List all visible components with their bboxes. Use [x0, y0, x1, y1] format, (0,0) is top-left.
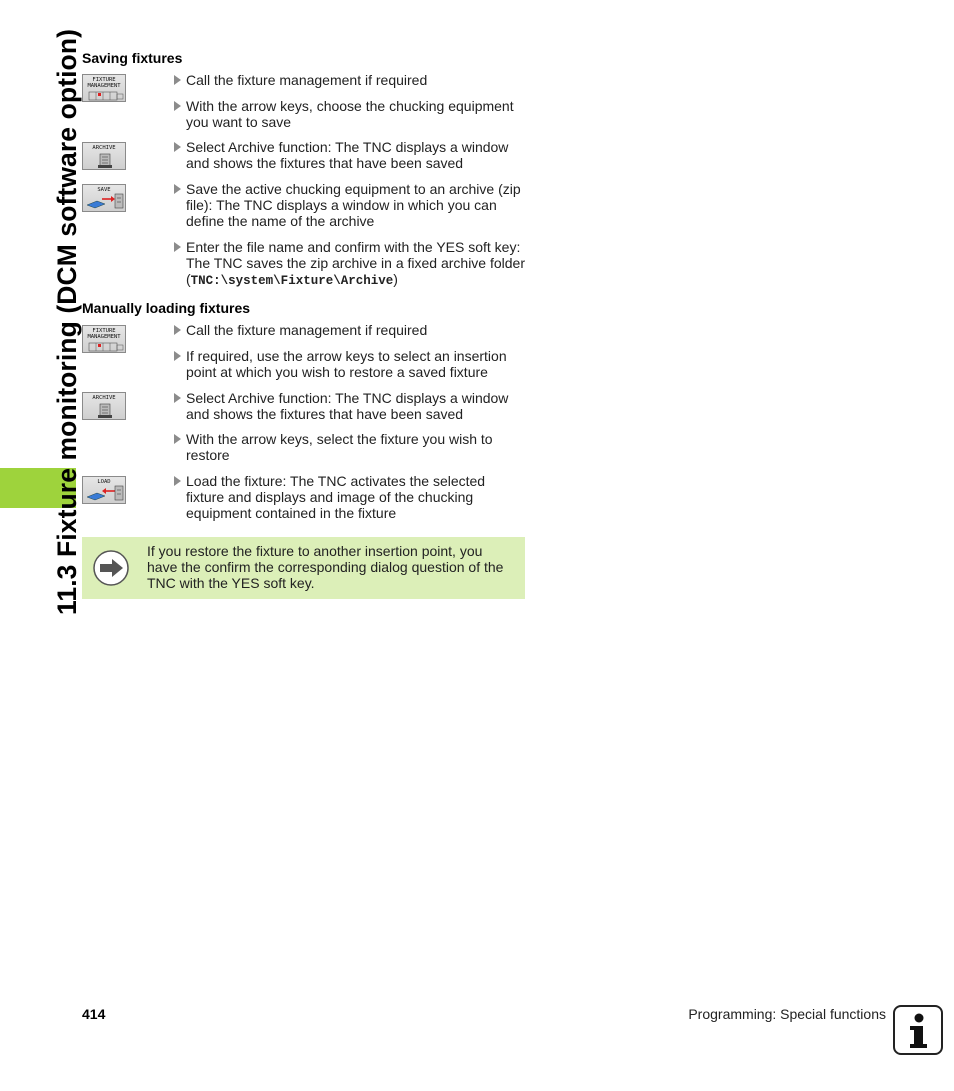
saving-fixtures-heading: Saving fixtures [82, 50, 183, 66]
info-glyph [895, 1007, 941, 1053]
archive-softkey[interactable] [82, 142, 126, 170]
chapter-title: 11.3 Fixture monitoring (DCM software option) [52, 28, 82, 615]
bullet-arrow-icon [174, 101, 181, 111]
fixture-grid-icon [83, 326, 126, 353]
bullet-arrow-icon [174, 434, 181, 444]
archive-softkey[interactable] [82, 392, 126, 420]
saving-step-2: With the arrow keys, choose the chucking equipment you want to save [172, 98, 542, 130]
archive-path-line: (TNC:\system\Fixture\Archive) [186, 271, 398, 288]
softkey-label: ARCHIVE [92, 395, 116, 401]
bullet-arrow-icon [174, 351, 181, 361]
loading-step-2: If required, use the arrow keys to select an insertion point at which you wish to restore a saved fixture [172, 348, 542, 380]
arrow-right-circle-icon [92, 549, 130, 587]
bullet-arrow-icon [174, 142, 181, 152]
fixture-management-softkey[interactable] [82, 74, 126, 102]
chapter-footer-title: Programming: Special functions [688, 1006, 886, 1022]
softkey-label: FIXTURE MANAGEMENT [87, 77, 121, 89]
fixture-management-softkey[interactable] [82, 325, 126, 353]
loading-step-1: Call the fixture management if required [172, 322, 542, 338]
archive-icon [83, 143, 126, 170]
loading-step-3: Select Archive function: The TNC displays a window and shows the fixtures that have been saved [172, 390, 542, 422]
note-text: If you restore the fixture to another insertion point, you have the confirm the corresponding dialog question of the TNC with the YES soft key. [147, 543, 504, 591]
info-icon [893, 1005, 943, 1055]
save-softkey[interactable] [82, 184, 126, 212]
loading-step-4: With the arrow keys, select the fixture you wish to restore [172, 431, 542, 463]
page-number: 414 [82, 1006, 106, 1022]
archive-path: TNC:\system\Fixture\Archive [190, 274, 394, 288]
softkey-label: FIXTURE MANAGEMENT [87, 328, 121, 340]
softkey-label: SAVE [97, 187, 111, 193]
fixture-grid-icon [83, 75, 126, 102]
note-box [82, 537, 525, 599]
load-from-archive-icon [83, 477, 126, 504]
bullet-arrow-icon [174, 476, 181, 486]
load-softkey[interactable] [82, 476, 126, 504]
saving-step-1: Call the fixture management if required [172, 72, 542, 88]
bullet-arrow-icon [174, 242, 181, 252]
bullet-arrow-icon [174, 184, 181, 194]
saving-step-3: Select Archive function: The TNC displays a window and shows the fixtures that have been saved [172, 139, 542, 171]
saving-step-5: Enter the file name and confirm with the YES soft key: The TNC saves the zip archive in a fixed archive folder (TNC:\system\Fixture\Archive) [172, 239, 542, 289]
archive-icon [83, 393, 126, 420]
bullet-arrow-icon [174, 393, 181, 403]
loading-step-5: Load the fixture: The TNC activates the selected fixture and displays and image of the chucking equipment contained in the fixture [172, 473, 542, 521]
bullet-arrow-icon [174, 325, 181, 335]
softkey-label: LOAD [97, 479, 111, 485]
softkey-label: ARCHIVE [92, 145, 116, 151]
loading-fixtures-heading: Manually loading fixtures [82, 300, 251, 316]
bullet-arrow-icon [174, 75, 181, 85]
saving-step-4: Save the active chucking equipment to an archive (zip file): The TNC displays a window in which you can define the name of the archive [172, 181, 542, 229]
save-to-archive-icon [83, 185, 126, 212]
